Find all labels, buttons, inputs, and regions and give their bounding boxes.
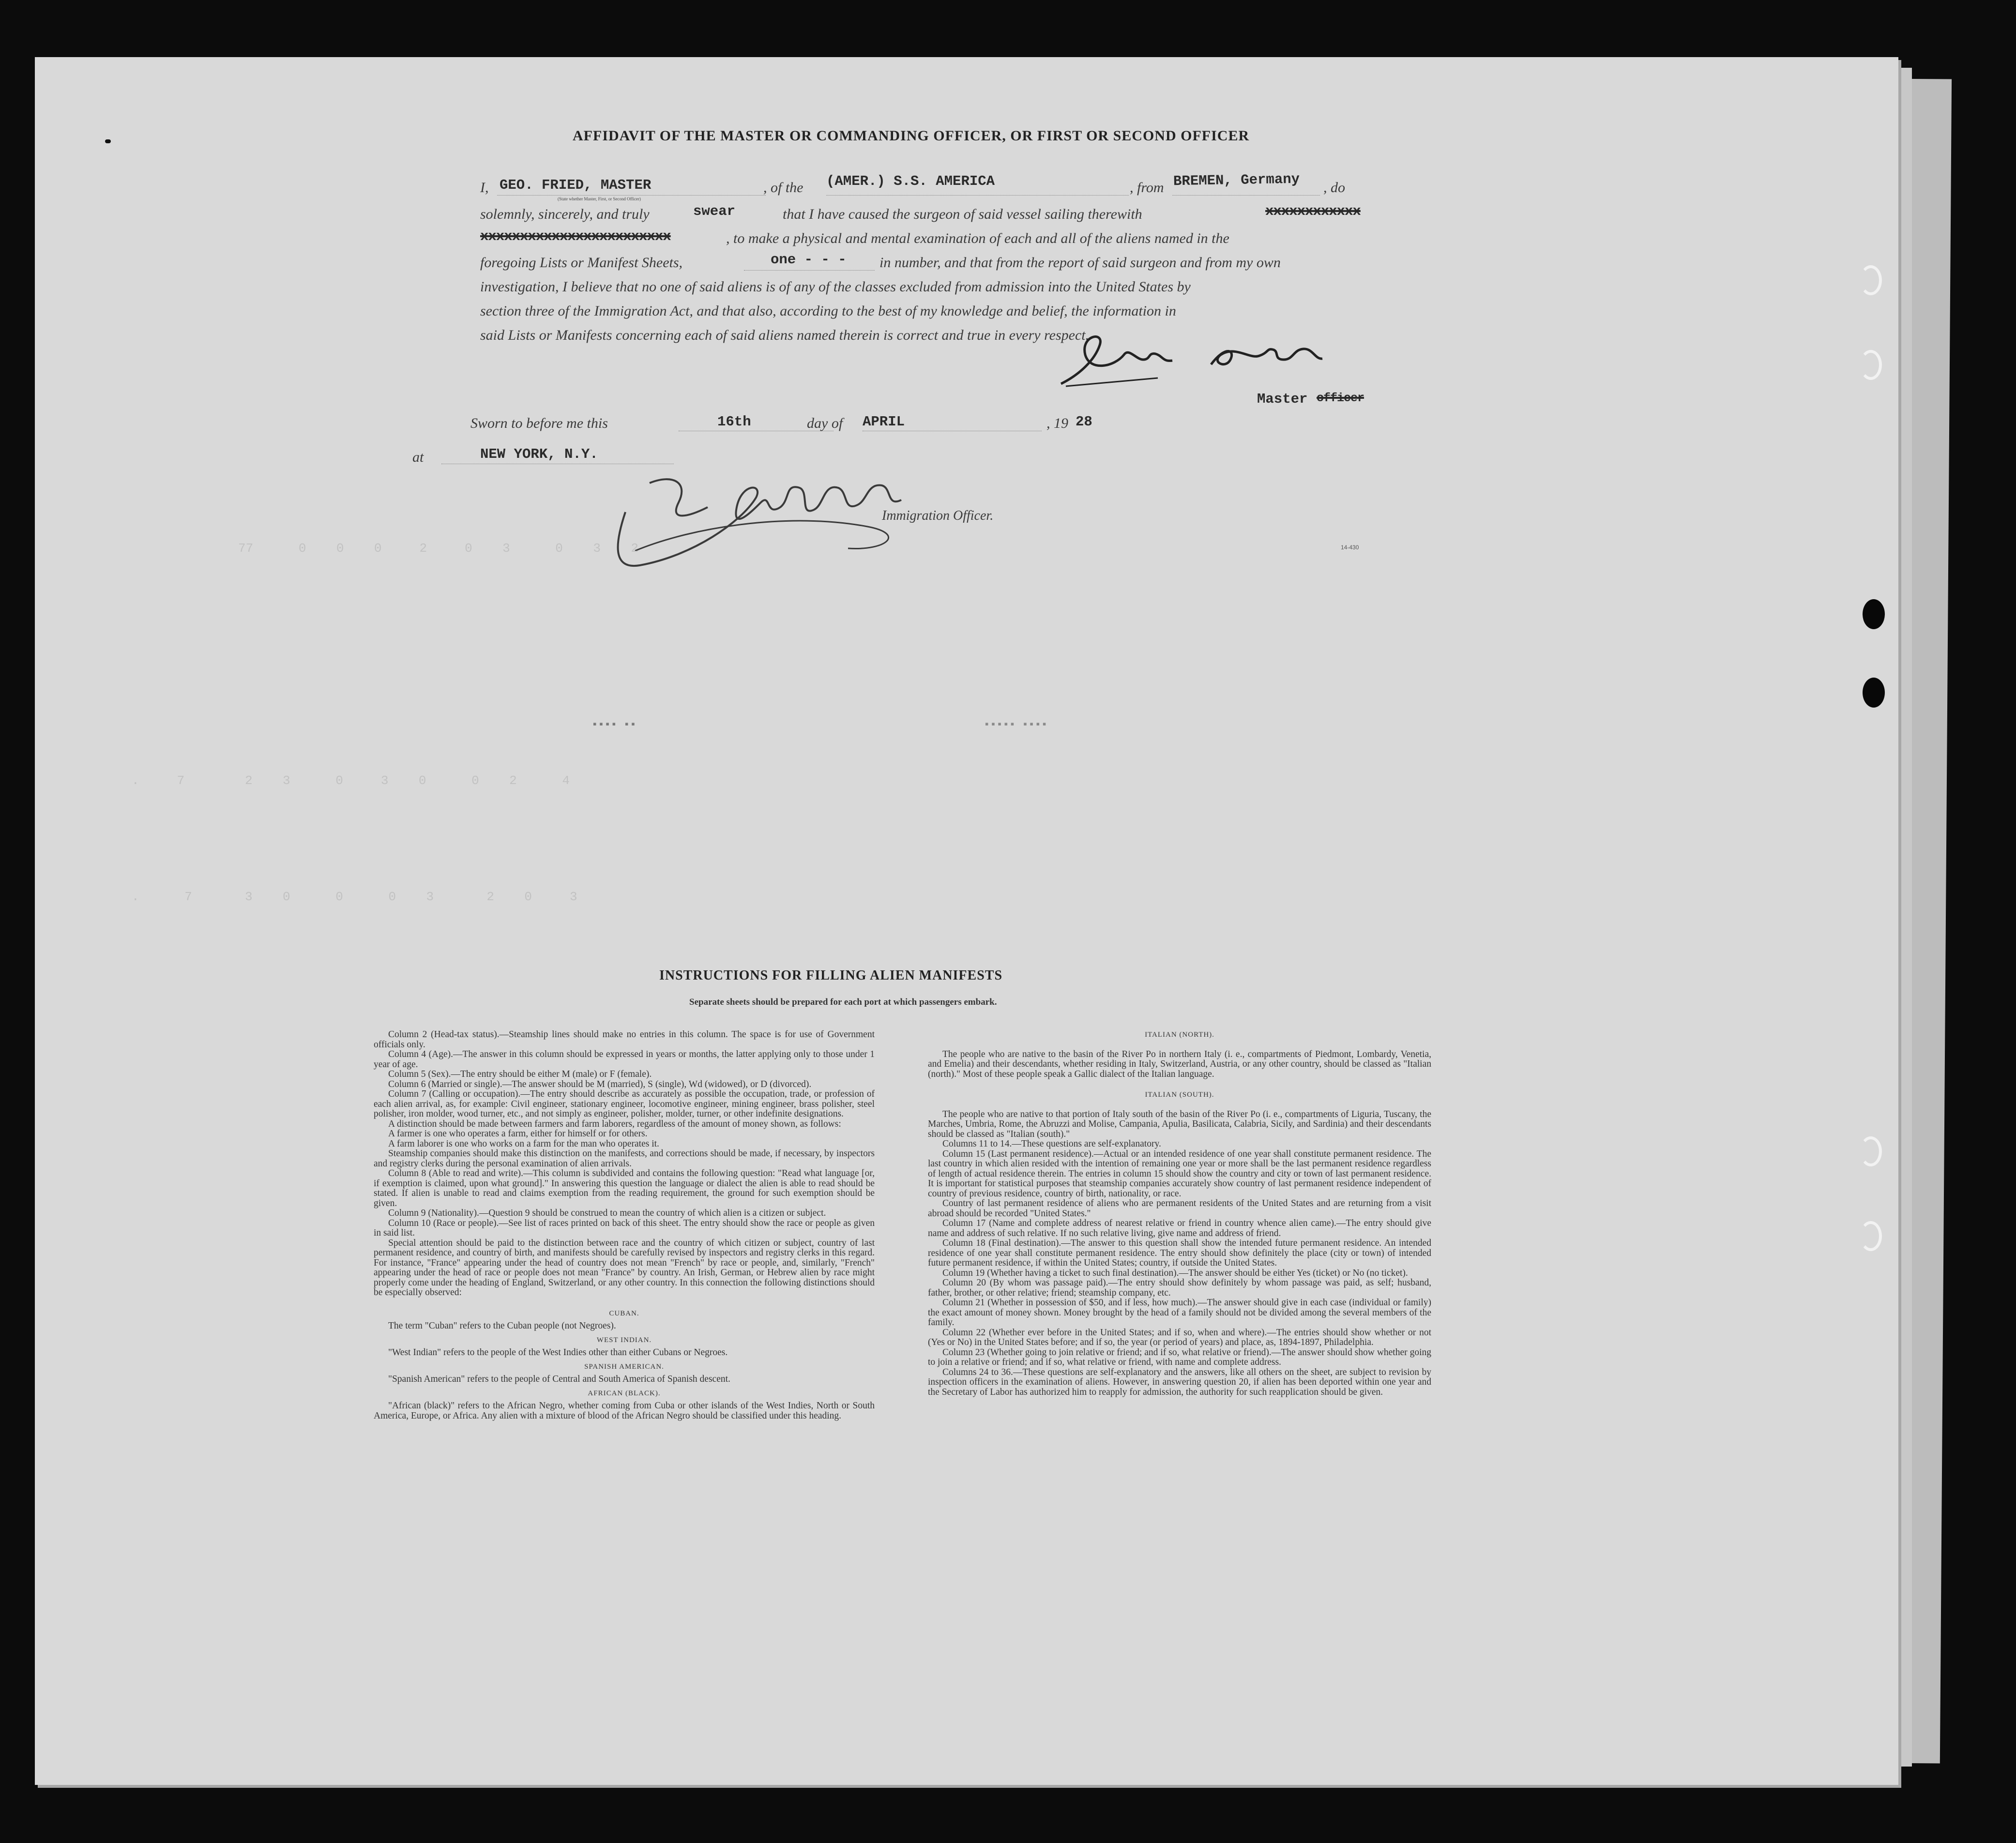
instructions-subtitle: Separate sheets should be prepared for each port at which passengers embark. xyxy=(689,997,997,1007)
fill-line xyxy=(1172,195,1320,196)
struck-text: xxxxxxxxxxxxxxxxxxxxxxxx xyxy=(480,228,671,244)
instruction-paragraph: "African (black)" refers to the African Negro, whether coming from Cuba or other islands of the West Indies, North or South America, Europe, or Africa. Any alien with a mixture of blood of the African Negro should be classified under this heading. xyxy=(374,1401,875,1421)
line5-text: investigation, I believe that no one of said aliens is of any of the classes excluded from admission into the United States by xyxy=(480,279,1191,295)
binder-hole xyxy=(1863,599,1885,629)
alien-count: one - - - xyxy=(771,252,847,268)
instructions-left-column xyxy=(374,1030,875,1421)
instruction-paragraph: Column 19 (Whether having a ticket to such final destination).—The answer should be either Yes (ticket) or No (no ticket). xyxy=(942,1268,1408,1278)
document-page xyxy=(35,57,1898,1785)
instruction-paragraph: Steamship companies should make this distinction on the manifests, and corrections should be made, if necessary, by inspectors and registry clerks during the personal examination of alien arrivals. xyxy=(374,1148,875,1169)
day-of-text: day of xyxy=(807,415,843,431)
instruction-paragraph: Column 2 (Head-tax status).—Steamship lines should make no entries in this column. The space is for use of Government officials only. xyxy=(374,1029,875,1050)
instruction-paragraph: "Spanish American" refers to the people of Central and South America of Spanish descent. xyxy=(388,1374,730,1384)
line4-text2: in number, and that from the report of said surgeon and from my own xyxy=(879,255,1281,271)
instruction-paragraph: Special attention should be paid to the distinction between race and the country of which citizen or subject, country of last permanent residence, and country of birth, and manifests should be carefully revised by inspectors and registry clerks in this regard. For instance, "France" appearing under the head of country does not mean "French" by race or people, and, similarly, "French" appearing under the head of race or people does not mean "France" by country. An Irish, German, or Hebrew alien by race might properly come under the heading of England, Switzerland, or any other country. In this connection the following distinctions should be especially observed: xyxy=(374,1238,875,1298)
instruction-paragraph: Columns 11 to 14.—These questions are self-explanatory. xyxy=(942,1139,1161,1149)
line2-text2: that I have caused the surgeon of said vessel sailing therewith xyxy=(783,206,1142,222)
from-text: , from xyxy=(1130,180,1164,196)
at-text: at xyxy=(412,449,424,465)
bleed-through: ▪▪▪▪ ▪▪ xyxy=(591,719,637,731)
master-title: Master xyxy=(1257,391,1308,407)
officer-name: GEO. FRIED, MASTER xyxy=(500,177,652,193)
fill-line xyxy=(497,195,766,196)
bleed-through: 77 0 0 0 2 0 3 0 3 2 xyxy=(238,541,638,556)
instruction-paragraph: Columns 24 to 36.—These questions are self-explanatory and the answers, like all others on the sheet, are subject to revision by inspection officers in the examination of aliens. However, in answering question 20, if alien has been deported within one year and the Secretary of Labor has authorized him to reapply for admission, the authority for such reapplication should be given. xyxy=(928,1367,1431,1397)
master-signature xyxy=(1051,326,1332,393)
line4-text: foregoing Lists or Manifest Sheets, xyxy=(480,255,683,271)
officer-label: Immigration Officer. xyxy=(882,508,994,523)
year-prefix: , 19 xyxy=(1046,415,1068,431)
line6-text: section three of the Immigration Act, and that also, according to the best of my knowledge and belief, the information in xyxy=(480,303,1176,319)
line1-prefix: I, xyxy=(480,180,489,196)
instruction-paragraph: Column 6 (Married or single).—The answer should be M (married), S (single), Wd (widowed), or D (divorced). xyxy=(388,1079,812,1089)
instruction-paragraph: Column 4 (Age).—The answer in this column should be expressed in years or months, the latter applying only to those under 1 year of age. xyxy=(374,1049,875,1070)
instruction-paragraph: Column 20 (By whom was passage paid).—The entry should show definitely by whom passage was paid, as self; husband, father, brother, or other relative; friend; steamship company, etc. xyxy=(928,1278,1431,1298)
officer-struck: officer xyxy=(1317,391,1364,405)
instruction-paragraph: The term "Cuban" refers to the Cuban people (not Negroes). xyxy=(388,1321,616,1331)
struck-text: xxxxxxxxxxxx xyxy=(1265,203,1361,219)
bleed-through: . 7 2 3 0 3 0 0 2 4 xyxy=(132,773,570,788)
instruction-paragraph: A farmer is one who operates a farm, either for himself or for others. xyxy=(388,1129,648,1139)
instruction-paragraph: Column 22 (Whether ever before in the United States; and if so, when and where).—The entries should show whether or not (Yes or No) in the United States before; and if so, the year (or period of years) and place, as, 1894-1897, Philadelphia. xyxy=(928,1327,1431,1347)
fill-line xyxy=(826,195,1129,196)
instructions-right-column xyxy=(928,1030,1431,1397)
sworn-place: NEW YORK, N.Y. xyxy=(480,446,598,462)
name-note: (State whether Master, First, or Second Officer) xyxy=(558,196,641,201)
bleed-through: ▪▪▪▪▪ ▪▪▪▪ xyxy=(984,719,1048,731)
affidavit-title: AFFIDAVIT OF THE MASTER OR COMMANDING OFFICER, OR FIRST OR SECOND OFFICER xyxy=(573,128,1250,144)
section-heading: WEST INDIAN. xyxy=(596,1336,652,1344)
oath-word: swear xyxy=(693,203,736,219)
of-the-text: , of the xyxy=(763,180,803,196)
instruction-paragraph: The people who are native to that portion of Italy south of the basin of the River Po (i. e., compartments of Liguria, Tuscany, the Marches, Umbria, Rome, the Abruzzi and Molise, Campania, Apulia, Basilicata, Calabria, Sicily, and Sardinia) and their descendants should be classed as "Italian (south)." xyxy=(928,1109,1431,1139)
binder-hole xyxy=(1860,350,1882,380)
sworn-year: 28 xyxy=(1076,414,1092,430)
ink-dot xyxy=(105,139,111,143)
instruction-paragraph: Column 5 (Sex).—The entry should be either M (male) or F (female). xyxy=(388,1069,652,1079)
form-number: 14-430 xyxy=(1341,544,1359,551)
sworn-month: APRIL xyxy=(863,414,905,430)
binder-hole xyxy=(1860,265,1882,295)
do-text: , do xyxy=(1323,180,1345,196)
instruction-paragraph: Column 9 (Nationality).—Question 9 should be construed to mean the country of which alien is a citizen or subject. xyxy=(388,1208,826,1218)
instruction-paragraph: "West Indian" refers to the people of the West Indies other than either Cubans or Negroes. xyxy=(388,1347,728,1358)
section-heading: AFRICAN (BLACK). xyxy=(588,1389,661,1397)
section-heading: ITALIAN (SOUTH). xyxy=(1145,1091,1214,1099)
binder-hole xyxy=(1860,1136,1882,1166)
vessel-name: (AMER.) S.S. AMERICA xyxy=(826,173,995,189)
instruction-paragraph: Column 21 (Whether in possession of $50, and if less, how much).—The answer should give in each case (individual or family) the exact amount of money shown. Money brought by the head of a family should not be divided among the several members of the family. xyxy=(928,1298,1431,1328)
bleed-through: . 7 3 0 0 0 3 2 0 3 xyxy=(132,890,577,904)
binder-hole xyxy=(1863,678,1885,708)
fill-line xyxy=(744,270,875,271)
instruction-paragraph: A farm laborer is one who works on a farm for the man who operates it. xyxy=(388,1138,659,1149)
instruction-paragraph: Column 23 (Whether going to join relative or friend; and if so, what relative or friend).—The answer should show whether going to join a relative or friend; and if so, what relative or friend, with name and complete address. xyxy=(928,1347,1431,1367)
instruction-paragraph: Column 15 (Last permanent residence).—Actual or an intended residence of one year shall constitute permanent residence. The last country in which alien resided with the intention of remaining one year or more shall be the last permanent residence regardless of length of actual residence therein. The entries in column 15 should show the country and city or town of last permanent residence. It is important for statistical purposes that steamship companies accurately show country of last permanent residence independent of country of previous residence, country of birth, nationality, or race. xyxy=(928,1148,1431,1199)
line3-text: , to make a physical and mental examination of each and all of the aliens named in the xyxy=(726,230,1229,246)
departure-port: BREMEN, Germany xyxy=(1173,171,1300,190)
instructions-title: INSTRUCTIONS FOR FILLING ALIEN MANIFESTS xyxy=(659,968,1003,983)
instruction-paragraph: Column 17 (Name and complete address of nearest relative or friend in country whence alien came).—The entry should give name and address of such relative. If no such relative living, give name and address of friend. xyxy=(928,1218,1431,1239)
instruction-paragraph: Country of last permanent residence of aliens who are permanent residents of the United States and are returning from a visit abroad should be recorded "United States." xyxy=(928,1198,1431,1219)
instruction-paragraph: Column 10 (Race or people).—See list of races printed on back of this sheet. The entry should show the race or people as given in said list. xyxy=(374,1218,875,1238)
line7-text: said Lists or Manifests concerning each of said aliens named therein is correct and true in every respect. xyxy=(480,327,1090,343)
instruction-paragraph: A distinction should be made between farmers and farm laborers, regardless of the amount of money shown, as follows: xyxy=(388,1118,841,1129)
line2-text: solemnly, sincerely, and truly xyxy=(480,206,650,222)
sworn-text: Sworn to before me this xyxy=(470,415,608,431)
instruction-paragraph: Column 8 (Able to read and write).—This column is subdivided and contains the following question: "Read what language [or, if exemption is claimed, upon what ground]." In answering this question the language or dialect the alien is able to read should be stated. If alien is unable to read and claims exemption from the reading requirement, the ground for such exemption should be given. xyxy=(374,1168,875,1209)
instruction-paragraph: Column 7 (Calling or occupation).—The entry should describe as accurately as possible the occupation, trade, or profession of each alien arrival, as, for example: Civil engineer, stationary engineer, locomotive engineer, mining engineer, brass polisher, steel polisher, iron molder, wood turner, etc., and not simply as engineer, polisher, molder, turner, or other indefinite designations. xyxy=(374,1089,875,1119)
sworn-day: 16th xyxy=(717,414,751,430)
section-heading: CUBAN. xyxy=(609,1309,639,1317)
section-heading: ITALIAN (NORTH). xyxy=(1145,1031,1214,1039)
instruction-paragraph: Column 18 (Final destination).—The answer to this question shall show the intended future permanent residence. An intended residence of one year shall constitute permanent residence. The entry should show definitely the place (city or town) of intended future permanent residence, if within the United States; country, if outside the United States. xyxy=(928,1238,1431,1268)
instruction-paragraph: The people who are native to the basin of the River Po in northern Italy (i. e., compartments of Piedmont, Lombardy, Venetia, and Emelia) and their descendants, whether residing in Italy, Switzerland, Austria, or any other country, should be classed as "Italian (north)." Most of these people speak a Gallic dialect of the Italian language. xyxy=(928,1049,1431,1079)
binder-hole xyxy=(1860,1221,1882,1251)
section-heading: SPANISH AMERICAN. xyxy=(584,1362,664,1371)
